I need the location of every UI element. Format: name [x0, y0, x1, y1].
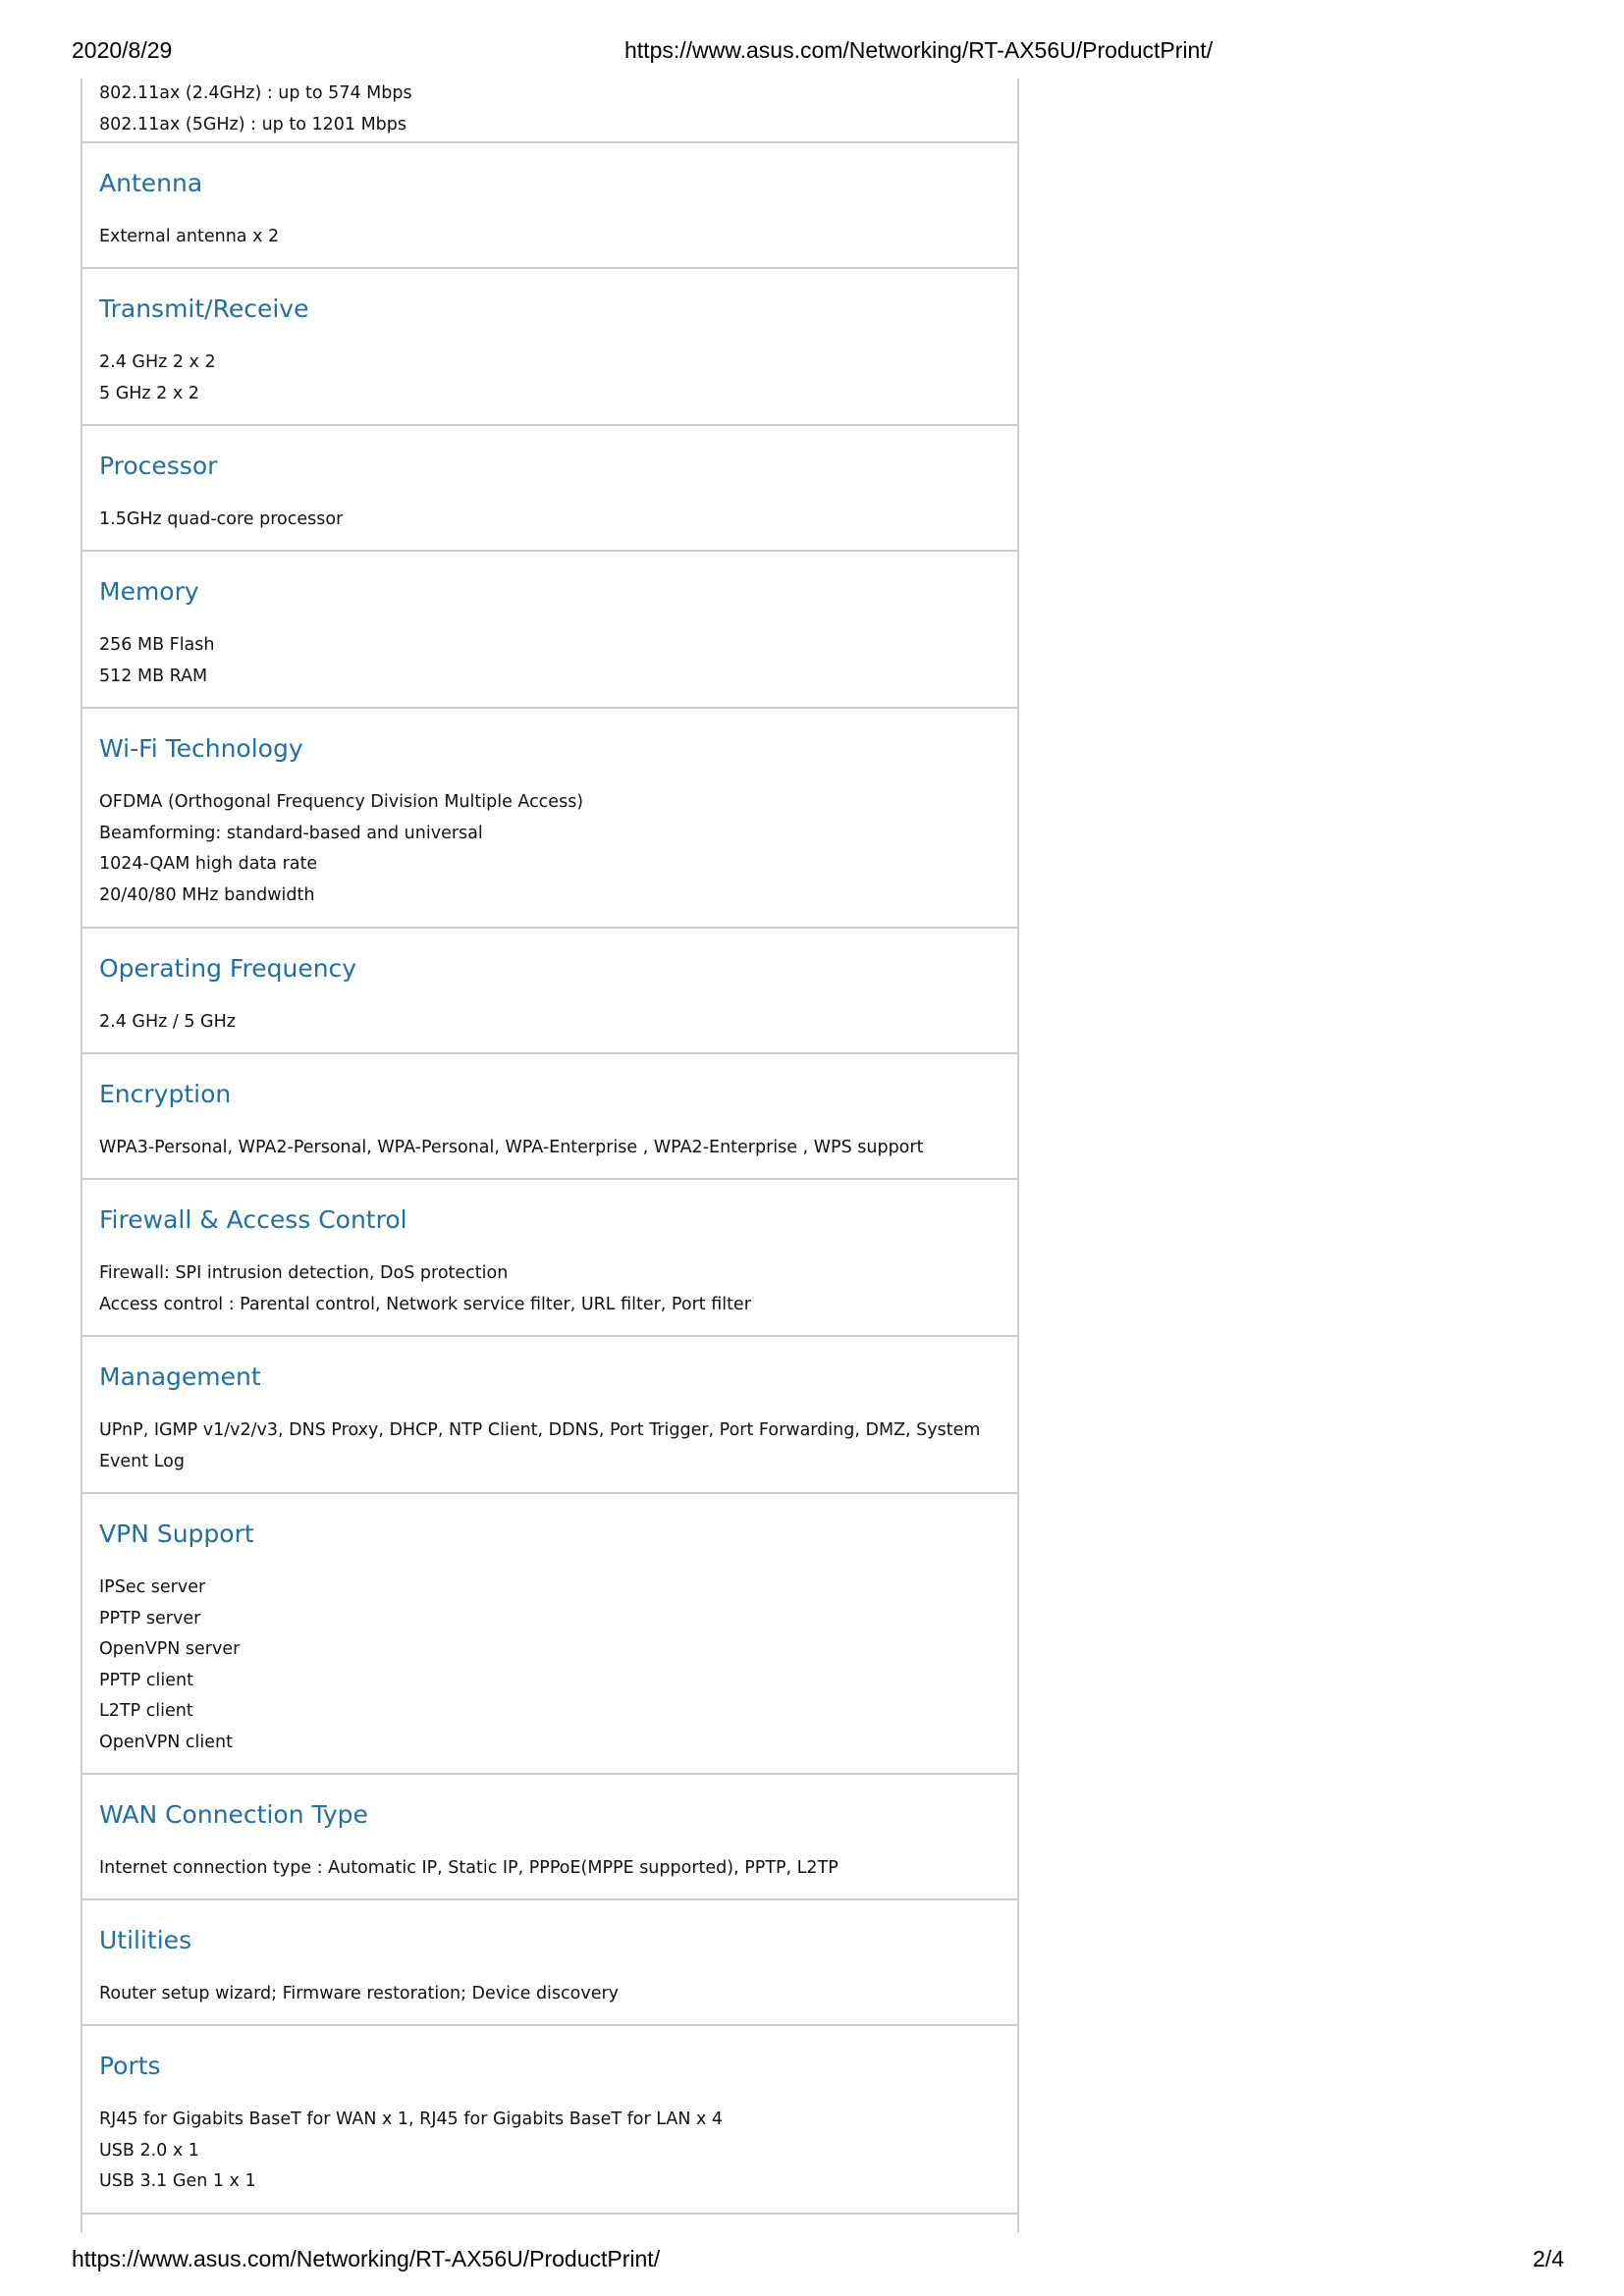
spec-title: Firewall & Access Control	[99, 1205, 407, 1234]
spec-lines	[99, 1133, 1012, 1164]
footer-url: https://www.asus.com/Networking/RT-AX56U/ProductPrint/	[72, 2246, 661, 2271]
spec-line: Beamforming: standard-based and universal	[99, 823, 483, 843]
spec-section-firewall	[82, 1182, 1017, 1337]
page-number: 2/4	[1533, 2246, 1564, 2271]
spec-section-utilities	[82, 1902, 1017, 2026]
spec-lines	[99, 1258, 1012, 1320]
spec-line: IPSec server	[99, 1577, 206, 1597]
spec-section-wifi-technology	[82, 711, 1017, 929]
spec-section-ports	[82, 2028, 1017, 2215]
spec-title: Memory	[99, 577, 199, 606]
spec-section-management	[82, 1339, 1017, 1494]
spec-title: Processor	[99, 452, 218, 480]
spec-lines	[99, 222, 1012, 253]
spec-lines	[99, 505, 1012, 536]
spec-line: Firewall: SPI intrusion detection, DoS protection	[99, 1263, 509, 1283]
spec-line: Internet connection type : Automatic IP, Static IP, PPPoE(MPPE supported), PPTP, L2TP	[99, 1858, 839, 1878]
spec-line: OpenVPN server	[99, 1639, 241, 1659]
spec-section-processor	[82, 428, 1017, 552]
spec-line: OpenVPN client	[99, 1732, 233, 1752]
spec-lines	[99, 1573, 1012, 1758]
spec-lines	[99, 347, 1012, 409]
spec-line: RJ45 for Gigabits BaseT for WAN x 1, RJ45 for Gigabits BaseT for LAN x 4	[99, 2109, 724, 2129]
spec-line: USB 3.1 Gen 1 x 1	[99, 2171, 256, 2191]
spec-section-operating-frequency	[82, 931, 1017, 1054]
spec-line: 2.4 GHz / 5 GHz	[99, 1012, 236, 1032]
spec-line: PPTP client	[99, 1670, 193, 1690]
spec-title: WAN Connection Type	[99, 1800, 368, 1829]
print-header	[72, 37, 1564, 67]
spec-line: 20/40/80 MHz bandwidth	[99, 884, 315, 905]
spec-line: OFDMA (Orthogonal Frequency Division Multiple Access)	[99, 792, 584, 812]
spec-lines	[99, 1853, 1012, 1885]
spec-lines	[99, 2105, 1012, 2198]
spec-line: 1024-QAM high data rate	[99, 854, 318, 874]
spec-line: 512 MB RAM	[99, 666, 208, 686]
spec-lines	[99, 79, 1012, 140]
print-date: 2020/8/29	[72, 37, 173, 63]
spec-line: 2.4 GHz 2 x 2	[99, 352, 216, 372]
print-footer	[72, 2246, 1564, 2275]
spec-lines	[99, 630, 1012, 692]
spec-lines	[99, 787, 1012, 911]
spec-lines	[99, 1007, 1012, 1039]
spec-line: Router setup wizard; Firmware restoration; Device discovery	[99, 1984, 620, 2003]
spec-section-memory	[82, 554, 1017, 709]
spec-section-vpn-support	[82, 1496, 1017, 1775]
spec-line: 802.11ax (5GHz) : up to 1201 Mbps	[99, 114, 407, 134]
spec-section-data-rate	[82, 79, 1017, 143]
spec-title: Operating Frequency	[99, 954, 357, 983]
spec-title: Wi-Fi Technology	[99, 734, 303, 763]
print-url: https://www.asus.com/Networking/RT-AX56U/ProductPrint/	[624, 37, 1214, 63]
spec-title: VPN Support	[99, 1520, 254, 1548]
spec-section-wan-connection-type	[82, 1777, 1017, 1900]
spec-title: Utilities	[99, 1926, 192, 1954]
spec-line: External antenna x 2	[99, 227, 280, 246]
spec-lines	[99, 1979, 1012, 2010]
spec-line: PPTP server	[99, 1608, 201, 1629]
spec-section-encryption	[82, 1056, 1017, 1180]
spec-line: L2TP client	[99, 1701, 193, 1721]
spec-line: Access control : Parental control, Network service filter, URL filter, Port filter	[99, 1294, 751, 1314]
spec-lines	[99, 1415, 983, 1477]
spec-line: 1.5GHz quad-core processor	[99, 509, 344, 529]
spec-panel	[81, 79, 1019, 2233]
spec-title: Management	[99, 1362, 261, 1391]
spec-line: 802.11ax (2.4GHz) : up to 574 Mbps	[99, 83, 412, 103]
spec-title: Antenna	[99, 169, 203, 197]
spec-section-transmit-receive	[82, 271, 1017, 426]
spec-line: WPA3-Personal, WPA2-Personal, WPA-Personal, WPA-Enterprise , WPA2-Enterprise , WPS support	[99, 1138, 924, 1157]
spec-line: USB 2.0 x 1	[99, 2140, 199, 2161]
spec-line: 256 MB Flash	[99, 635, 215, 655]
spec-title: Encryption	[99, 1080, 232, 1108]
spec-section-antenna	[82, 145, 1017, 269]
spec-title: Transmit/Receive	[99, 294, 309, 323]
spec-line: UPnP, IGMP v1/v2/v3, DNS Proxy, DHCP, NTP Client, DDNS, Port Trigger, Port Forwarding, DMZ, System Event Log	[99, 1420, 981, 1471]
spec-title: Ports	[99, 2052, 161, 2080]
spec-line: 5 GHz 2 x 2	[99, 383, 199, 403]
